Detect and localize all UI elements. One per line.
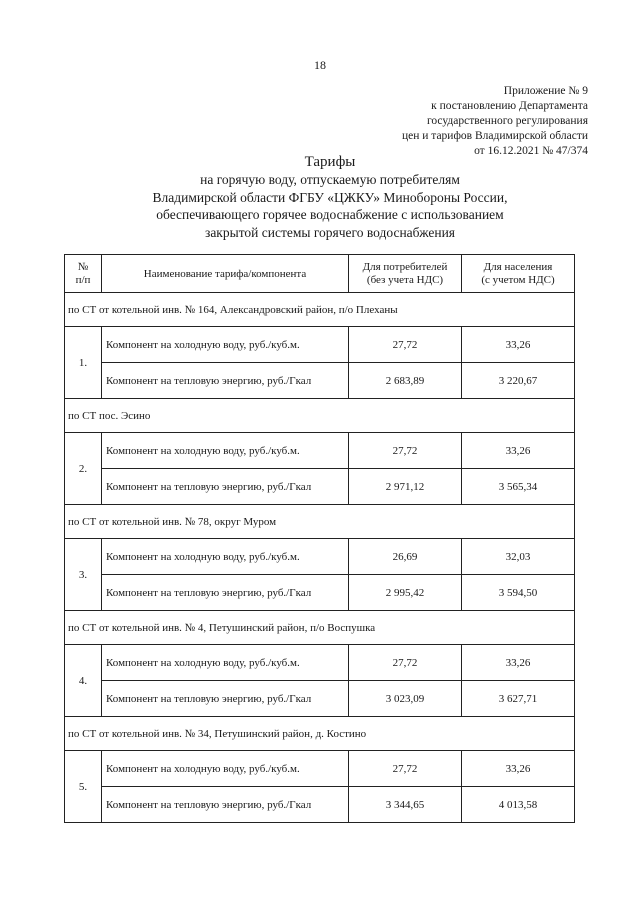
document-title [40, 153, 620, 241]
annex-block [402, 84, 588, 159]
population-value: 33,26 [462, 433, 575, 469]
component-name: Компонент на холодную воду, руб./куб.м. [102, 751, 349, 787]
group-row [65, 293, 575, 327]
population-value: 3 627,71 [462, 681, 575, 717]
population-value: 33,26 [462, 327, 575, 363]
component-name: Компонент на тепловую энергию, руб./Гкал [102, 575, 349, 611]
row-number: 1. [65, 327, 102, 399]
title-line: Владимирской области ФГБУ «ЦЖКУ» Минобороны России, [152, 189, 508, 205]
title-line: обеспечивающего горячее водоснабжение с использованием [156, 207, 504, 222]
table-row [65, 327, 575, 363]
group-row [65, 717, 575, 751]
title-line: закрытой системы горячего водоснабжения [204, 224, 456, 240]
consumers-value: 27,72 [349, 645, 462, 681]
page-number: 18 [314, 58, 326, 72]
title-heading: Тарифы [304, 154, 356, 170]
table-header-row [65, 255, 575, 293]
header-population-sub: (с учетом НДС) [481, 273, 555, 286]
header-num [65, 255, 102, 293]
group-row [65, 505, 575, 539]
title-line: на горячую воду, отпускаемую потребителям [200, 172, 460, 187]
population-value: 3 220,67 [462, 363, 575, 399]
row-number: 2. [65, 433, 102, 505]
table-row [65, 433, 575, 469]
component-name: Компонент на холодную воду, руб./куб.м. [102, 539, 349, 575]
component-name: Компонент на тепловую энергию, руб./Гкал [102, 469, 349, 505]
consumers-value: 27,72 [349, 751, 462, 787]
component-name: Компонент на холодную воду, руб./куб.м. [102, 327, 349, 363]
population-value: 3 594,50 [462, 575, 575, 611]
group-title: по СТ от котельной инв. № 4, Петушинский район, п/о Воспушка [65, 611, 575, 645]
header-population [462, 255, 575, 293]
table-row [65, 751, 575, 787]
group-title: по СТ пос. Эсино [65, 399, 575, 433]
population-value: 32,03 [462, 539, 575, 575]
table-row [65, 539, 575, 575]
header-consumers-sub: (без учета НДС) [366, 273, 444, 286]
table-row [65, 575, 575, 611]
header-consumers [349, 255, 462, 293]
header-population-label: Для населения [483, 260, 553, 273]
table-row [65, 645, 575, 681]
row-number: 5. [65, 751, 102, 823]
annex-line: цен и тарифов Владимирской области [401, 130, 588, 142]
consumers-value: 27,72 [349, 327, 462, 363]
header-consumers-label: Для потребителей [362, 260, 448, 273]
annex-line: государственного регулирования [426, 115, 588, 127]
header-name: Наименование тарифа/компонента [102, 255, 349, 293]
tariff-table [64, 254, 575, 823]
row-number: 3. [65, 539, 102, 611]
group-title: по СТ от котельной инв. № 34, Петушинский район, д. Костино [65, 717, 575, 751]
annex-line: к постановлению Департамента [431, 100, 588, 112]
consumers-value: 3 023,09 [349, 681, 462, 717]
group-title: по СТ от котельной инв. № 78, округ Муром [65, 505, 575, 539]
component-name: Компонент на тепловую энергию, руб./Гкал [102, 787, 349, 823]
group-row [65, 399, 575, 433]
table-row [65, 469, 575, 505]
consumers-value: 27,72 [349, 433, 462, 469]
population-value: 33,26 [462, 751, 575, 787]
table-row [65, 787, 575, 823]
component-name: Компонент на тепловую энергию, руб./Гкал [102, 363, 349, 399]
header-num-label: № [77, 260, 89, 273]
component-name: Компонент на тепловую энергию, руб./Гкал [102, 681, 349, 717]
annex-title: Приложение № 9 [503, 85, 588, 97]
consumers-value: 2 683,89 [349, 363, 462, 399]
consumers-value: 3 344,65 [349, 787, 462, 823]
population-value: 4 013,58 [462, 787, 575, 823]
consumers-value: 26,69 [349, 539, 462, 575]
consumers-value: 2 995,42 [349, 575, 462, 611]
header-num-sub: п/п [75, 273, 91, 286]
consumers-value: 2 971,12 [349, 469, 462, 505]
row-number: 4. [65, 645, 102, 717]
table-row [65, 681, 575, 717]
component-name: Компонент на холодную воду, руб./куб.м. [102, 433, 349, 469]
table-row [65, 363, 575, 399]
annex-date: от 16.12.2021 № 47/374 [474, 145, 588, 157]
group-row [65, 611, 575, 645]
population-value: 3 565,34 [462, 469, 575, 505]
population-value: 33,26 [462, 645, 575, 681]
group-title: по СТ от котельной инв. № 164, Александровский район, п/о Плеханы [65, 293, 575, 327]
component-name: Компонент на холодную воду, руб./куб.м. [102, 645, 349, 681]
